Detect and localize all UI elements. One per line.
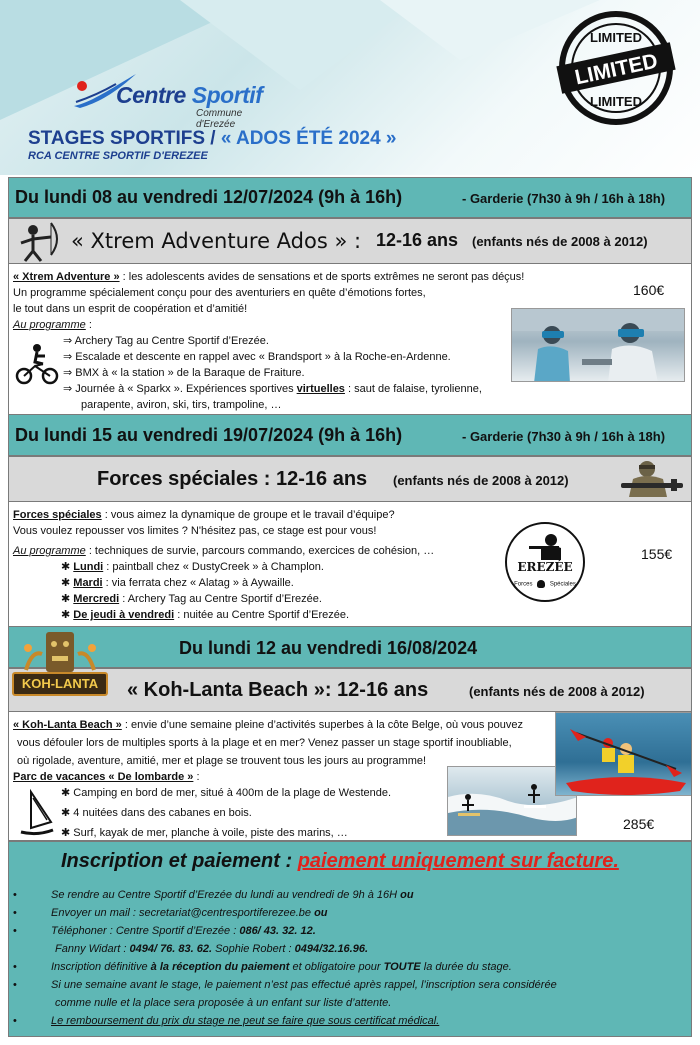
inscription-visit-or: ou [400, 889, 414, 901]
soldier-icon [615, 459, 689, 501]
week2-day-mardi: Mardi [73, 577, 103, 589]
week3-line2: vous défouler lors de multiples sports à la plage et en mer? Venez passer un stage sportif inoubliable, [17, 737, 512, 749]
week1-date: Du lundi 08 au vendredi 12/07/2024 (9h à 16h) [15, 187, 403, 207]
week1-title-band [8, 218, 692, 264]
inscription-title-main: Inscription et paiement : [61, 850, 298, 872]
week2-day-jeudi: De jeudi à vendredi [73, 609, 175, 621]
week2-title-band [8, 456, 692, 502]
week1-item-virtuelles: virtuelles [296, 383, 345, 395]
stamp-text-top: LIMITED [590, 30, 642, 45]
week2-garderie: - Garderie (7h30 à 9h / 16h à 18h) [462, 429, 666, 444]
week3-title-band [8, 668, 692, 712]
week2-date: Du lundi 15 au vendredi 19/07/2024 (9h à 16h) [15, 425, 403, 445]
inscription-reception: à la réception du paiement [150, 961, 290, 973]
bmx-icon [15, 342, 59, 386]
week2-day-mercredi-text: : Archery Tag au Centre Sportif d’Erezée. [119, 593, 322, 605]
week2-born: (enfants nés de 2008 à 2012) [393, 473, 569, 488]
week1-line2: Un programme spécialement conçu pour des aventuriers en quête d’émotions fortes, [13, 287, 426, 299]
week3-intro-label: « Koh-Lanta Beach » [13, 719, 122, 731]
week1-intro-label: « Xtrem Adventure » [13, 271, 120, 283]
week2-title: Forces spéciales : 12-16 ans [97, 468, 368, 490]
week2-program-label: Au programme [13, 545, 86, 557]
inscription-email[interactable]: Envoyer un mail : secretariat@centresportiferezee.be [51, 907, 315, 919]
inscription-toute: TOUTE [383, 961, 421, 973]
inscription-phone-centre: 086/ 43. 32. 12. [239, 925, 316, 937]
week2-program-text: : techniques de survie, parcours commando, exercices de cohésion, … [85, 545, 435, 557]
badge-sub-forces: Forces [514, 581, 533, 588]
week1-program-label: Au programme [13, 319, 86, 331]
totem-icon [12, 630, 108, 676]
week1-item-sparkx-list2: parapente, aviron, ski, tirs, trampoline, … [81, 399, 282, 411]
week2-intro-text: : vous aimez la dynamique de groupe et le travail d’équipe? [101, 509, 395, 521]
week2-day-mercredi: Mercredi [73, 593, 120, 605]
week3-date-band [8, 626, 692, 668]
week1-item-sparkx: Journée à « Sparkx ». Expériences sportives [75, 383, 297, 395]
week1-item-archery: Archery Tag au Centre Sportif d’Erezée. [74, 335, 269, 347]
week2-day-mardi-text: : via ferrata chez « Alatag » à Aywaille. [102, 577, 294, 589]
week3-item-surf: Surf, kayak de mer, planche à voile, piste des marins, … [73, 827, 348, 839]
inscription-duree: la durée du stage. [420, 961, 512, 973]
inscription-title [61, 850, 619, 873]
inscription-fanny: Fanny Widart : [55, 943, 130, 955]
week3-item-nuitees: 4 nuitées dans des cabanes en bois. [73, 807, 252, 819]
week1-price: 160€ [633, 282, 665, 298]
week1-item-sparkx-list: : saut de falaise, tyrolienne, [344, 383, 482, 395]
inscription-visit: Se rendre au Centre Sportif d’Erezée du lundi au vendredi de 9h à 16H [51, 889, 401, 901]
week3-born: (enfants nés de 2008 à 2012) [469, 684, 645, 699]
week1-description: « Xtrem Adventure » : les adolescents avides de sensations et de sports extrêmes ne seront pas déçus! Un programme spécialement conçu pour des aventuriers en quête d’émotions fortes, le tout dans un esprit de coopération et d’amitié! Au programme : 160€ ⇒ Archery Tag au Centre Sportif d’Erezée. ⇒ Escalade et descente en rappel avec « Brandsport » à la Roche-en-Ardenne. ⇒ BMX à « la station » de la Baraque de Fraiture. ⇒ Journée à « Sparkx ». Expériences sportives virtuelles : saut de falaise, tyrolienne, parapente, aviron, ski, tirs, trampoline, … [8, 264, 692, 414]
stamp-text-bottom: LIMITED [590, 94, 642, 109]
stamp-text-middle: LIMITED [572, 49, 660, 90]
inscription-title-payment: paiement uniquement sur facture. [297, 850, 619, 872]
week3-parc-label: Parc de vacances « De lombarde » [13, 771, 194, 783]
limited-stamp [556, 8, 676, 128]
inscription-rappel: Si une semaine avant le stage, le paiement n’est pas effectué après rappel, l’inscription sera considérée [51, 979, 557, 991]
forces-speciales-badge [505, 522, 585, 602]
week1-item-escalade: Escalade et descente en rappel avec « Brandsport » à la Roche-en-Ardenne. [75, 351, 451, 363]
centre-sportif-logo [72, 68, 282, 130]
week3-price: 285€ [623, 816, 655, 832]
week2-day-jeudi-text: : nuitée au Centre Sportif d’Erezée. [174, 609, 350, 621]
week2-intro-label: Forces spéciales [13, 509, 102, 521]
inscription-remboursement: Le remboursement du prix du stage ne peut se faire que sous certificat médical. [51, 1015, 440, 1027]
week1-program-colon: : [85, 319, 92, 331]
week3-line3: où rigolade, aventure, amitié, mer et plage se trouvent tous les jours au programme! [17, 755, 427, 767]
week1-item-bmx: BMX à « la station » de la Baraque de Fraiture. [75, 367, 305, 379]
week2-date-band [8, 414, 692, 456]
week3-item-camping: Camping en bord de mer, situé à 400m de la plage de Westende. [73, 787, 392, 799]
title-stages: STAGES SPORTIFS / [28, 128, 221, 149]
inscription-definitive: Inscription définitive [51, 961, 151, 973]
week2-description: Forces spéciales : vous aimez la dynamique de groupe et le travail d’équipe? Vous voulez repousser vos limites ? N'hésitez pas, ce stage est pour vous! Au programme : techniques de survie, parcours commando, exercices de cohésion, … ✱ Lundi : paintball chez « DustyCreek » à Champlon. ✱ Mardi : via ferrata chez « Alatag » à Aywaille. ✱ Mercredi : Archery Tag au Centre Sportif d’Erezée. ✱ De jeudi à vendredi : nuitée au Centre Sportif d’Erezée. EREZÉE Forces Spéciales 155€ [8, 502, 692, 626]
badge-name: EREZÉE [517, 560, 573, 574]
logo-word-sportif: Sportif [191, 82, 263, 108]
week3-date: Du lundi 12 au vendredi 16/08/2024 [179, 638, 478, 658]
inscription-section: Inscription et paiement : paiement uniquement sur facture. • Se rendre au Centre Sportif d’Erezée du lundi au vendredi de 9h à 16H ou • Envoyer un mail : secretariat@centresportiferezee.be ou • Téléphoner : Centre Sportif d’Erezée : 086/ 43. 32. 12. Fanny Widart : 0494/ 76. 83. 62. Sophie Robert : 0494/32.16.96. • Inscription définitive à la réception du paiement et obligatoire pour TOUTE la durée du stage. • Si une semaine avant le stage, le paiement n’est pas effectué après rappel, l’inscription sera considérée comme nulle et la place sera proposée à un enfant sur liste d’attente. • Le remboursement du prix du stage ne peut se faire que sous certificat médical. [8, 841, 692, 1037]
windsurf-icon [17, 788, 57, 838]
kayak-scene-icon [556, 713, 692, 796]
week2-day-lundi: Lundi [73, 561, 104, 573]
inscription-email-or: ou [314, 907, 328, 919]
badge-soldier-icon [527, 532, 567, 560]
week2-day-lundi-text: : paintball chez « DustyCreek » à Champlon. [103, 561, 324, 573]
week2-line2: Vous voulez repousser vos limites ? N'hésitez pas, ce stage est pour vous! [13, 525, 377, 537]
week1-date-band [8, 177, 692, 218]
week1-intro-text: : les adolescents avides de sensations et de sports extrêmes ne seront pas déçus! [119, 271, 525, 283]
week3-description: « Koh-Lanta Beach » : envie d’une semaine pleine d’activités superbes à la côte Belge, où vous pouvez vous défouler lors de multiples sports à la plage et en mer? Venez passer un stage sportif inoubliable, où rigolade, aventure, amitié, mer et plage se trouvent tous les jours au programme! Parc de vacances « De lombarde » : ✱ Camping en bord de mer, situé à 400m de la plage de Westende. ✱ 4 nuitées dans des cabanes en bois. ✱ Surf, kayak de mer, planche à voile, piste des marins, … 285€ [8, 712, 692, 841]
title-ados: « ADOS ÉTÉ 2024 » [220, 128, 397, 149]
week3-intro-text: : envie d’une semaine pleine d’activités superbes à la côte Belge, où vous pouvez [121, 719, 523, 731]
vr-scene-icon [512, 309, 685, 382]
week1-age: 12-16 ans [376, 230, 459, 250]
logo-word-centre: Centre [116, 82, 186, 108]
week2-price: 155€ [641, 546, 673, 562]
week1-born: (enfants nés de 2008 à 2012) [472, 234, 648, 249]
page-title [28, 128, 397, 150]
badge-skull-icon [537, 580, 545, 588]
badge-sub-speciales: Spéciales [549, 581, 576, 588]
vr-photo [511, 308, 685, 382]
kayak-photo [555, 712, 692, 796]
koh-lanta-logo-text: KOH-LANTA [12, 672, 108, 696]
inscription-obligatoire: et obligatoire pour [289, 961, 384, 973]
page-subtitle: RCA CENTRE SPORTIF D'EREZEE [28, 150, 208, 162]
inscription-sophie-phone: 0494/32.16.96. [294, 943, 369, 955]
week1-line3: le tout dans un esprit de coopération et d’amitié! [13, 303, 248, 315]
week3-title: « Koh-Lanta Beach »: 12-16 ans [127, 679, 429, 701]
logo-subtitle: Commune d'Erezée [196, 108, 243, 130]
inscription-sophie: Sophie Robert : [212, 943, 295, 955]
week1-garderie: - Garderie (7h30 à 9h / 16h à 18h) [462, 191, 666, 206]
inscription-fanny-phone: 0494/ 76. 83. 62. [129, 943, 213, 955]
week1-title: « Xtrem Adventure Ados » : [71, 229, 362, 253]
inscription-phone: Téléphoner : Centre Sportif d’Erezée : [51, 925, 240, 937]
week3-parc-colon: : [193, 771, 200, 783]
koh-lanta-logo [12, 630, 108, 702]
inscription-rappel-2: comme nulle et la place sera proposée à un enfant sur liste d’attente. [55, 997, 392, 1009]
archer-icon [11, 221, 65, 263]
